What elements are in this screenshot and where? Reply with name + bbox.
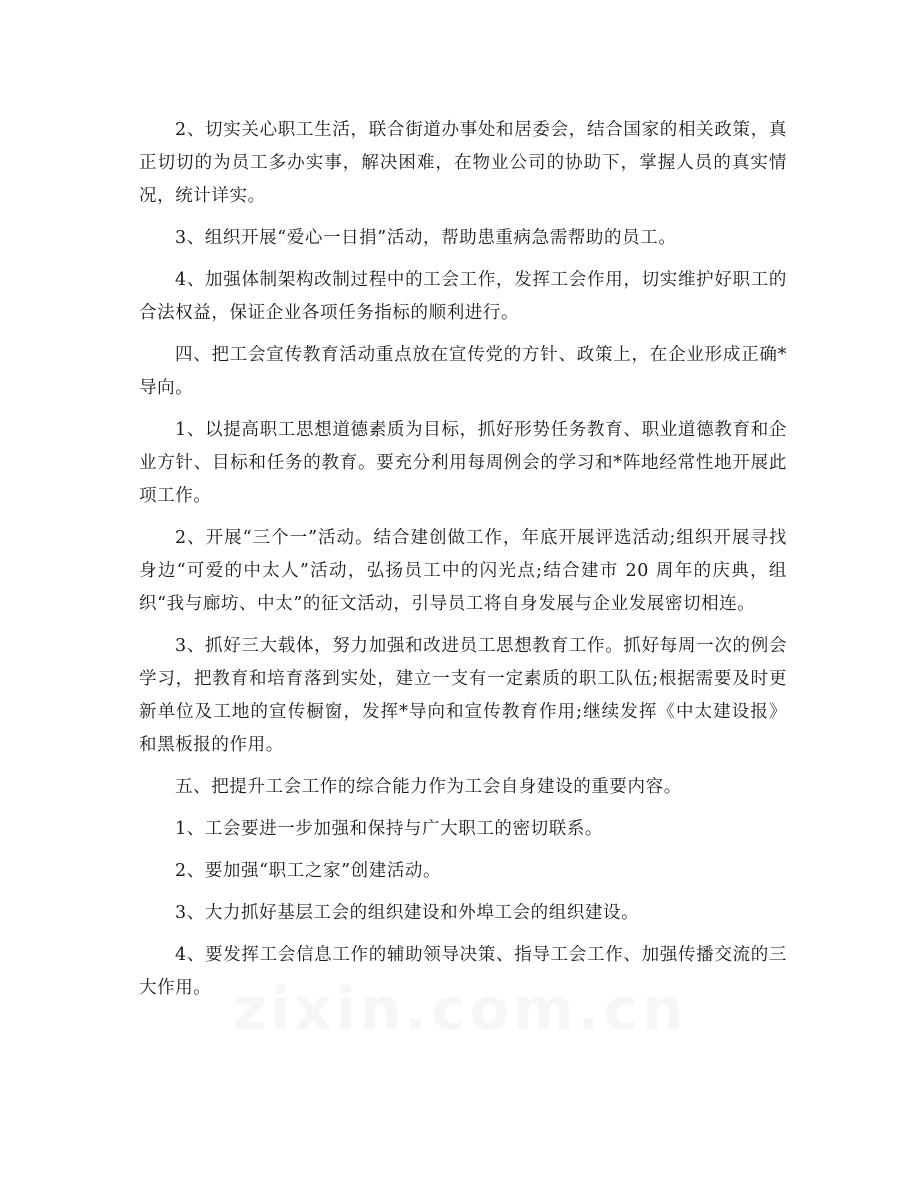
watermark (0, 975, 920, 1043)
paragraph-5: 1、以提高职工思想道德素质为目标，抓好形势任务教育、职业道德教育和企业方针、目标和任务的教育。要充分利用每周例会的学习和*阵地经常性地开展此项工作。 (139, 420, 787, 506)
section-heading-4: 四、把工会宣传教育活动重点放在宣传党的方针、政策上，在企业形成正确*导向。 (139, 345, 787, 398)
paragraph-9: 1、工会要进一步加强和保持与广大职工的密切联系。 (175, 819, 604, 839)
paragraph-6: 2、开展“三个一”活动。结合建创做工作，年底开展评选活动;组织开展寻找身边“可爱的中太人”活动，弘扬员工中的闪光点;结合建市 20 周年的庆典，组织“我与廊坊、中太”的征文活动，引导员工将自身发展与企业发展密切相连。 (139, 528, 787, 614)
paragraph-2: 3、组织开展“爱心一日捐”活动，帮助患重病急需帮助的员工。 (175, 228, 677, 248)
section-heading-5: 五、把提升工会工作的综合能力作为工会自身建设的重要内容。 (175, 777, 682, 797)
paragraph-10: 2、要加强“职工之家”创建活动。 (175, 861, 442, 881)
paragraph-3: 4、加强体制架构改制过程中的工会工作，发挥工会作用，切实维护好职工的合法权益，保证企业各项任务指标的顺利进行。 (139, 270, 787, 323)
paragraph-1: 2、切实关心职工生活，联合街道办事处和居委会，结合国家的相关政策，真正切切的为员工多办实事，解决困难，在物业公司的协助下，掌握人员的真实情况，统计详实。 (139, 120, 787, 206)
paragraph-11: 3、大力抓好基层工会的组织建设和外埠工会的组织建设。 (175, 903, 640, 923)
paragraph-7: 3、抓好三大载体，努力加强和改进员工思想教育工作。抓好每周一次的例会学习，把教育和培育落到实处，建立一支有一定素质的职工队伍;根据需要及时更新单位及工地的宣传橱窗，发挥*导向和宣传教育作用;继续发挥《中太建设报》和黑板报的作用。 (139, 636, 787, 755)
paragraph-12: 4、要发挥工会信息工作的辅助领导决策、指导工会工作、加强传播交流的三大作用。 (139, 945, 787, 998)
document-body (139, 114, 787, 1014)
